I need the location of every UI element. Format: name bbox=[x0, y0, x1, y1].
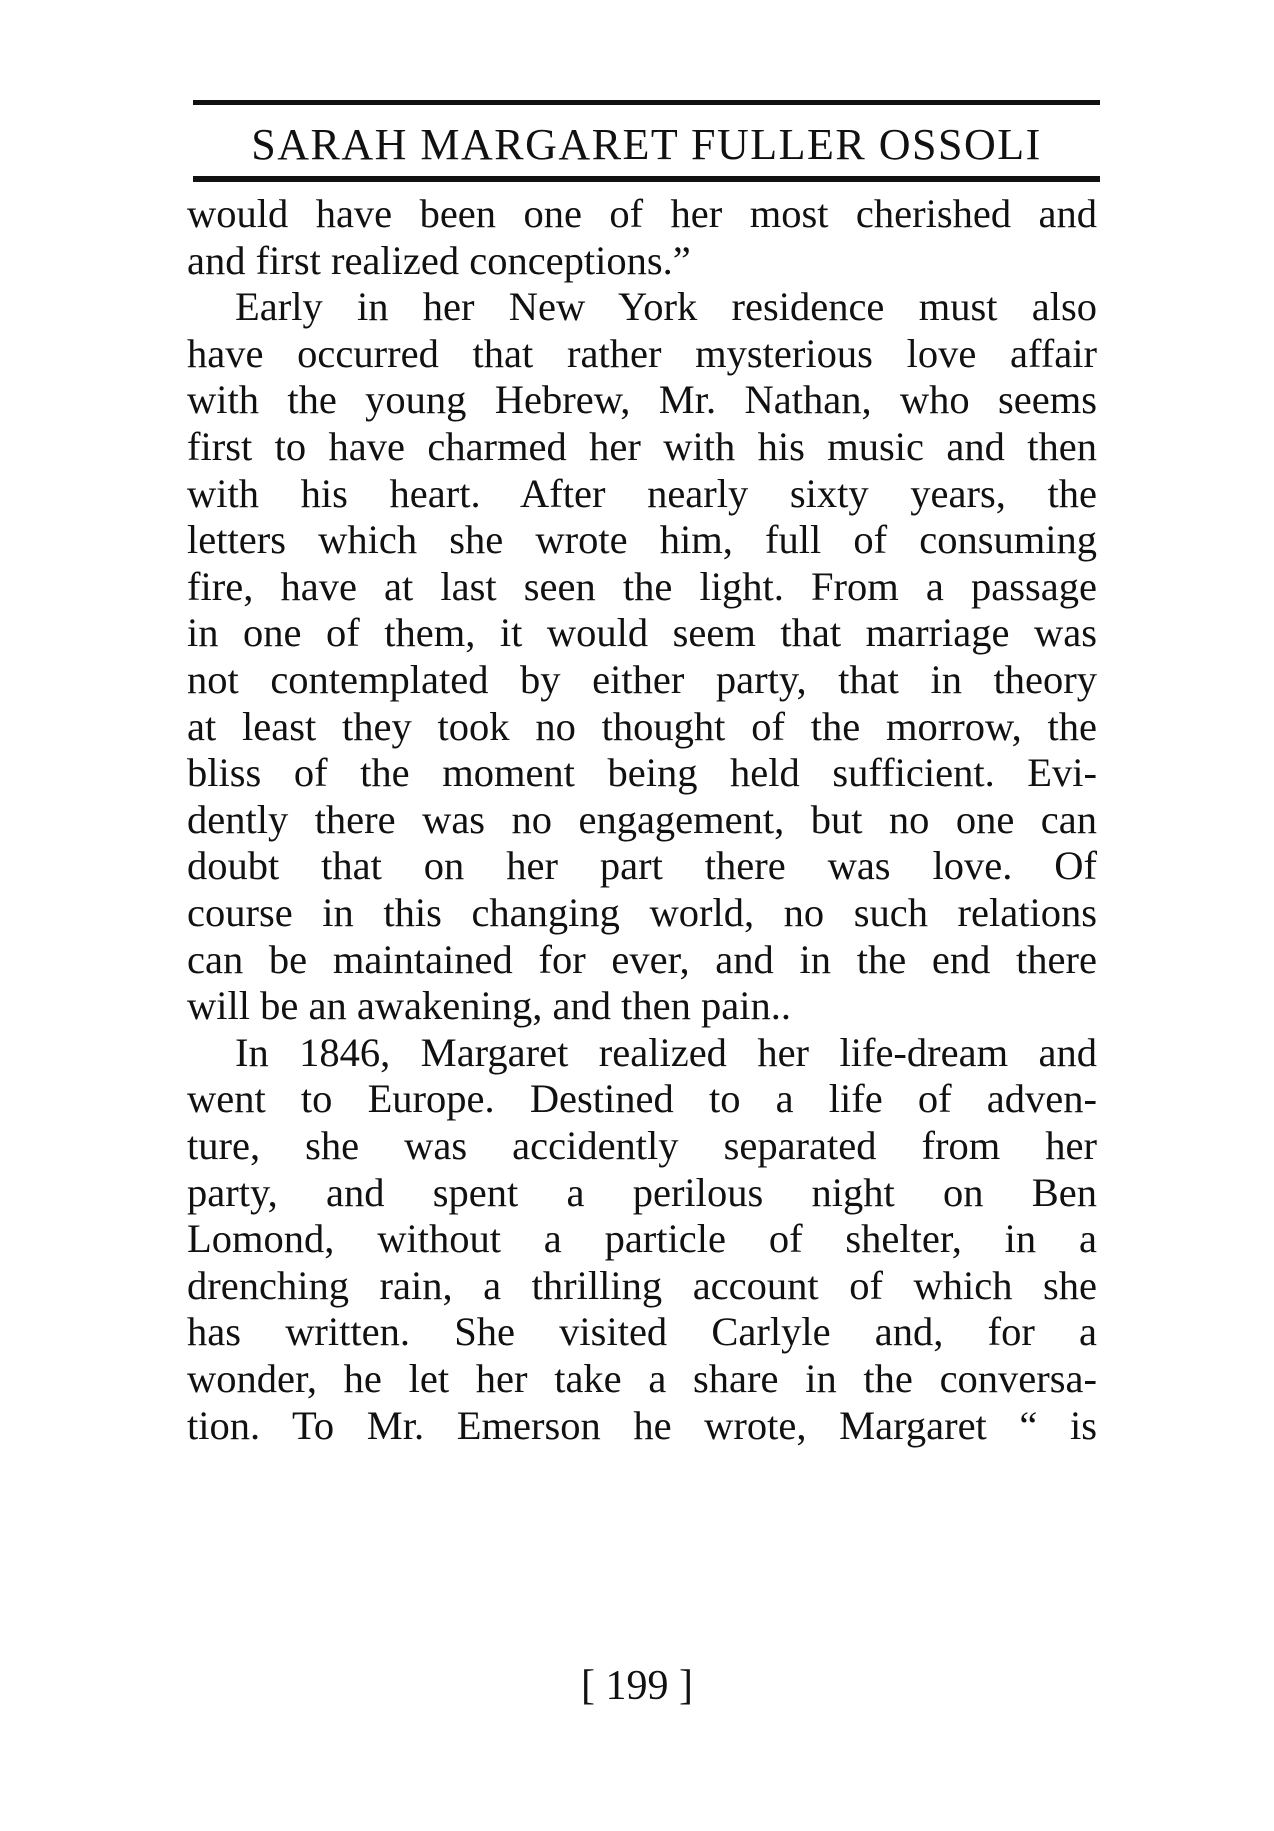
text-line: and first realized conceptions.” bbox=[187, 237, 691, 283]
text-line: first to have charmed her with his music and then bbox=[187, 424, 1097, 469]
page-number: [ 199 ] bbox=[581, 1663, 693, 1709]
text-line: Lomond, without a particle of shelter, in a bbox=[187, 1216, 1097, 1262]
text-line: can be maintained for ever, and in the end there bbox=[187, 936, 1097, 982]
header-rule-top bbox=[193, 100, 1100, 105]
text-line: with his heart. After nearly sixty years, the bbox=[187, 470, 1097, 516]
text-line: letters which she wrote him, full of consuming bbox=[187, 517, 1097, 563]
text-line: bliss of the moment being held sufficient. Evi- bbox=[187, 750, 1097, 796]
text-line: Early in her New York residence must also bbox=[235, 284, 1097, 330]
text-line: party, and spent a perilous night on Ben bbox=[187, 1169, 1097, 1215]
text-line: dently there was no engagement, but no one can bbox=[187, 796, 1097, 842]
text-line: fire, have at last seen the light. From a passage bbox=[187, 563, 1097, 609]
text-line: In 1846, Margaret realized her life-dream and bbox=[235, 1029, 1097, 1075]
text-line: doubt that on her part there was love. Of bbox=[187, 843, 1097, 889]
text-line: wonder, he let her take a share in the conversa- bbox=[187, 1356, 1097, 1401]
text-line: went to Europe. Destined to a life of adven- bbox=[187, 1076, 1097, 1122]
text-line: not contemplated by either party, that in theory bbox=[187, 657, 1097, 702]
running-head: SARAH MARGARET FULLER OSSOLI bbox=[251, 120, 1042, 169]
text-line: ture, she was accidently separated from her bbox=[187, 1123, 1097, 1168]
header-rule-bottom bbox=[193, 176, 1100, 182]
text-line: would have been one of her most cherished and bbox=[187, 191, 1097, 236]
text-line: course in this changing world, no such relations bbox=[187, 890, 1097, 935]
text-line: at least they took no thought of the morrow, the bbox=[187, 703, 1097, 749]
text-line: tion. To Mr. Emerson he wrote, Margaret “ is bbox=[187, 1402, 1097, 1448]
text-line: with the young Hebrew, Mr. Nathan, who seems bbox=[187, 377, 1097, 423]
text-line: has written. She visited Carlyle and, for a bbox=[187, 1309, 1097, 1355]
text-line: in one of them, it would seem that marriage was bbox=[187, 610, 1097, 656]
text-line: have occurred that rather mysterious love affair bbox=[187, 330, 1097, 376]
text-line: drenching rain, a thrilling account of which she bbox=[187, 1262, 1097, 1308]
text-line: will be an awakening, and then pain.. bbox=[187, 983, 791, 1029]
